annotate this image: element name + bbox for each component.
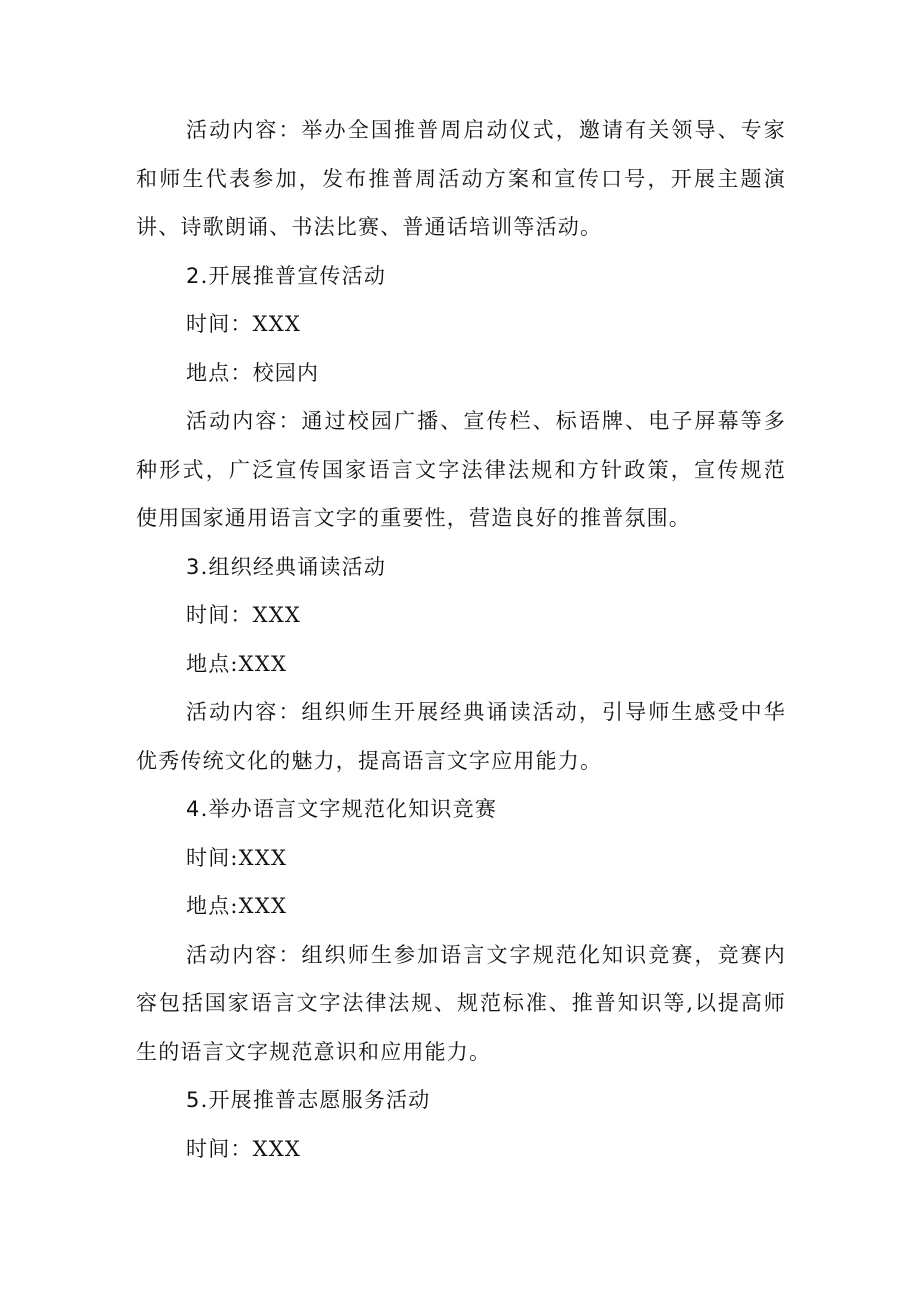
- paragraph-line: 活动内容：组织师生参加语言文字规范化知识竞赛，竞赛内: [186, 942, 786, 967]
- place-line: 地点:XXX: [186, 651, 288, 676]
- time-line: 时间：XXX: [186, 312, 302, 336]
- paragraph-line: 活动内容：组织师生开展经典诵读活动，引导师生感受中华: [186, 700, 786, 724]
- place-line: 地点：校园内: [186, 360, 320, 385]
- paragraph-line: 容包括国家语言文字法律法规、规范标准、推普知识等,以提高师: [136, 991, 786, 1015]
- time-line: 时间：XXX: [186, 603, 302, 627]
- paragraph-line: 活动内容：举办全国推普周启动仪式，邀请有关领导、专家: [186, 118, 786, 142]
- time-line: 时间：XXX: [186, 1136, 302, 1161]
- section-number: 4: [186, 797, 201, 821]
- section-title: .开展推普志愿服务活动: [200, 1088, 431, 1112]
- paragraph-line: 优秀传统文化的魅力，提高语言文字应用能力。: [136, 748, 603, 773]
- section-number: 2: [186, 263, 201, 288]
- paragraph-line: 种形式，广泛宣传国家语言文字法律法规和方针政策，宣传规范: [136, 457, 786, 482]
- section-heading: [136, 785, 786, 834]
- section-title: .举办语言文字规范化知识竞赛: [200, 797, 498, 821]
- paragraph-line: 使用国家通用语言文字的重要性，营造良好的推普氛围。: [136, 506, 691, 530]
- time-line: 时间:XXX: [186, 845, 288, 870]
- paragraph-line: 生的语言文字规范意识和应用能力。: [136, 1039, 492, 1064]
- section-title: .组织经典诵读活动: [200, 554, 387, 579]
- section-number: 3: [186, 554, 201, 579]
- paragraph-line: 活动内容：通过校园广播、宣传栏、标语牌、电子屏幕等多: [186, 409, 786, 433]
- place-line: 地点:XXX: [186, 894, 288, 918]
- section-title: .开展推普宣传活动: [200, 263, 387, 288]
- paragraph-line: 讲、诗歌朗诵、书法比赛、普通话培训等活动。: [136, 215, 603, 239]
- section-number: 5: [186, 1088, 201, 1112]
- paragraph-line: 和师生代表参加，发布推普周活动方案和宣传口号，开展主题演: [136, 166, 786, 191]
- section-heading: [136, 252, 786, 301]
- document-page: [136, 106, 786, 1173]
- section-heading: [136, 543, 786, 592]
- section-heading: [136, 1076, 786, 1125]
